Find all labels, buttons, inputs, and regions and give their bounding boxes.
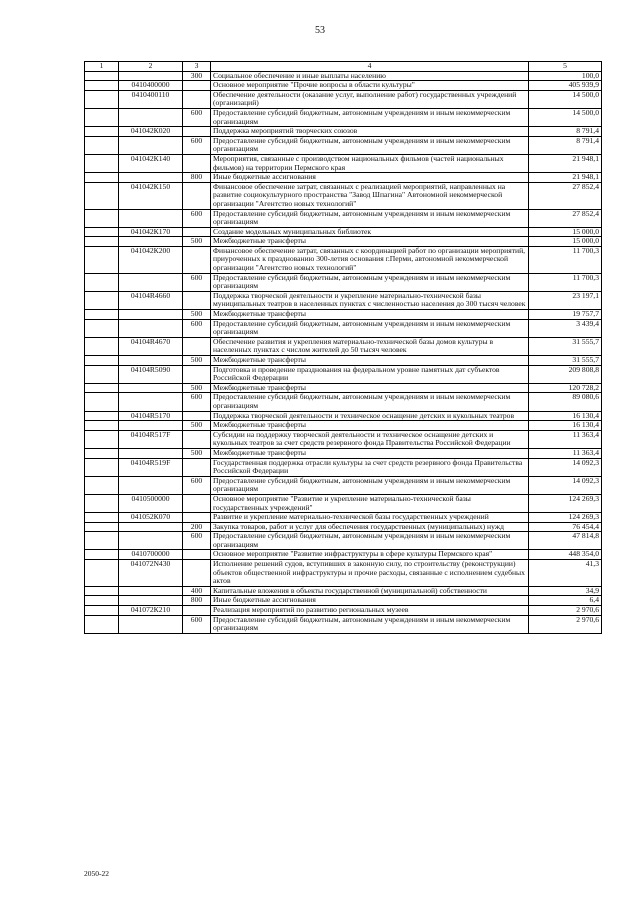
budget-table	[84, 61, 602, 634]
cell-target-code	[119, 319, 183, 337]
cell-expense-type	[183, 411, 211, 421]
cell-amount: 2 970,6	[529, 606, 602, 616]
cell-target-code	[119, 596, 183, 606]
cell-blank	[85, 383, 119, 393]
cell-amount: 14 500,0	[529, 108, 602, 126]
cell-blank	[85, 108, 119, 126]
table-row	[85, 182, 602, 209]
table-header-row	[85, 62, 602, 72]
cell-blank	[85, 81, 119, 91]
cell-blank	[85, 127, 119, 137]
cell-expense-type: 600	[183, 615, 211, 633]
column-header: 4	[211, 62, 529, 72]
cell-blank	[85, 337, 119, 355]
cell-blank	[85, 513, 119, 523]
cell-amount: 21 948,1	[529, 154, 602, 172]
cell-blank	[85, 319, 119, 337]
cell-expense-type	[183, 182, 211, 209]
cell-item-name: Межбюджетные трансферты	[211, 383, 529, 393]
cell-expense-type: 600	[183, 393, 211, 411]
cell-item-name: Иные бюджетные ассигнования	[211, 596, 529, 606]
cell-amount: 41,3	[529, 560, 602, 587]
cell-expense-type: 600	[183, 108, 211, 126]
cell-target-code	[119, 71, 183, 81]
cell-item-name: Предоставление субсидий бюджетным, автономным учреждениям и иным некоммерческим организациям	[211, 319, 529, 337]
cell-amount: 89 080,6	[529, 393, 602, 411]
cell-expense-type: 600	[183, 209, 211, 227]
cell-amount: 76 454,4	[529, 522, 602, 532]
table-row	[85, 596, 602, 606]
cell-blank	[85, 136, 119, 154]
cell-item-name: Финансовое обеспечение затрат, связанных с реализацией мероприятий, направленных на развитие социокультурного пространства "Завод Шпагина" Автономной некоммерческой организации "Агентство новых технологий"	[211, 182, 529, 209]
table-row	[85, 560, 602, 587]
cell-blank	[85, 173, 119, 183]
cell-expense-type: 500	[183, 421, 211, 431]
cell-blank	[85, 209, 119, 227]
cell-expense-type	[183, 430, 211, 448]
cell-expense-type	[183, 550, 211, 560]
cell-item-name: Мероприятия, связанные с производством национальных фильмов (частей национальных фильмов) на территории Пермского края	[211, 154, 529, 172]
cell-amount: 31 555,7	[529, 356, 602, 366]
cell-amount: 209 808,8	[529, 365, 602, 383]
cell-target-code: 041042К140	[119, 154, 183, 172]
cell-target-code	[119, 522, 183, 532]
cell-target-code: 041072N430	[119, 560, 183, 587]
cell-target-code	[119, 586, 183, 596]
table-row	[85, 81, 602, 91]
cell-blank	[85, 586, 119, 596]
table-row	[85, 448, 602, 458]
cell-target-code	[119, 615, 183, 633]
cell-item-name: Капитальные вложения в объекты государственной (муниципальной) собственности	[211, 586, 529, 596]
cell-item-name: Предоставление субсидий бюджетным, автономным учреждениям и иным некоммерческим организациям	[211, 532, 529, 550]
cell-amount: 2 970,6	[529, 615, 602, 633]
cell-item-name: Реализация мероприятий по развитию региональных музеев	[211, 606, 529, 616]
cell-item-name: Обеспечение развития и укрепления материально-технической базы домов культуры в населенных пунктах с числом жителей до 50 тысяч человек	[211, 337, 529, 355]
table-row	[85, 615, 602, 633]
table-body	[85, 71, 602, 633]
cell-target-code: 04104R519F	[119, 458, 183, 476]
cell-expense-type	[183, 227, 211, 237]
cell-amount: 448 354,0	[529, 550, 602, 560]
table-row	[85, 246, 602, 273]
cell-expense-type: 600	[183, 532, 211, 550]
cell-expense-type: 500	[183, 448, 211, 458]
cell-expense-type: 800	[183, 173, 211, 183]
cell-item-name: Межбюджетные трансферты	[211, 237, 529, 247]
cell-blank	[85, 615, 119, 633]
cell-amount: 124 269,3	[529, 494, 602, 512]
cell-amount: 124 269,3	[529, 513, 602, 523]
table-row	[85, 273, 602, 291]
column-header: 1	[85, 62, 119, 72]
table-row	[85, 458, 602, 476]
cell-item-name: Межбюджетные трансферты	[211, 310, 529, 320]
table-row	[85, 532, 602, 550]
cell-item-name: Предоставление субсидий бюджетным, автономным учреждениям и иным некоммерческим организациям	[211, 136, 529, 154]
cell-blank	[85, 273, 119, 291]
document-code: 2050-22	[84, 869, 109, 878]
cell-amount: 11 700,3	[529, 273, 602, 291]
cell-blank	[85, 411, 119, 421]
cell-target-code	[119, 421, 183, 431]
cell-target-code: 04104R517F	[119, 430, 183, 448]
cell-amount: 34,9	[529, 586, 602, 596]
cell-item-name: Предоставление субсидий бюджетным, автономным учреждениям и иным некоммерческим организациям	[211, 393, 529, 411]
cell-target-code: 0410400000	[119, 81, 183, 91]
cell-target-code: 04104R5090	[119, 365, 183, 383]
cell-item-name: Поддержка мероприятий творческих союзов	[211, 127, 529, 137]
cell-target-code: 041042К170	[119, 227, 183, 237]
cell-blank	[85, 356, 119, 366]
cell-target-code	[119, 476, 183, 494]
cell-blank	[85, 421, 119, 431]
cell-expense-type: 400	[183, 586, 211, 596]
table-row	[85, 337, 602, 355]
cell-blank	[85, 550, 119, 560]
cell-target-code: 04104R4670	[119, 337, 183, 355]
cell-target-code: 041042К020	[119, 127, 183, 137]
cell-expense-type: 800	[183, 596, 211, 606]
cell-item-name: Предоставление субсидий бюджетным, автономным учреждениям и иным некоммерческим организациям	[211, 476, 529, 494]
table-row	[85, 522, 602, 532]
cell-item-name: Социальное обеспечение и иные выплаты населению	[211, 71, 529, 81]
cell-blank	[85, 237, 119, 247]
cell-item-name: Обеспечение деятельности (оказание услуг, выполнение работ) государственных учреждений (организаций)	[211, 90, 529, 108]
table-row	[85, 136, 602, 154]
cell-expense-type: 600	[183, 273, 211, 291]
cell-amount: 3 439,4	[529, 319, 602, 337]
column-header: 2	[119, 62, 183, 72]
cell-item-name: Предоставление субсидий бюджетным, автономным учреждениям и иным некоммерческим организациям	[211, 615, 529, 633]
cell-expense-type	[183, 458, 211, 476]
cell-expense-type: 500	[183, 383, 211, 393]
cell-amount: 16 130,4	[529, 411, 602, 421]
cell-amount: 11 363,4	[529, 430, 602, 448]
cell-blank	[85, 227, 119, 237]
table-row	[85, 393, 602, 411]
cell-target-code: 0410400110	[119, 90, 183, 108]
cell-blank	[85, 560, 119, 587]
table-row	[85, 606, 602, 616]
cell-item-name: Развитие и укрепление материально-технической базы государственных учреждений	[211, 513, 529, 523]
cell-target-code	[119, 173, 183, 183]
cell-target-code: 04104R5170	[119, 411, 183, 421]
cell-amount: 100,0	[529, 71, 602, 81]
cell-target-code	[119, 310, 183, 320]
cell-blank	[85, 522, 119, 532]
cell-expense-type	[183, 494, 211, 512]
table-row	[85, 421, 602, 431]
table-row	[85, 154, 602, 172]
cell-blank	[85, 476, 119, 494]
cell-item-name: Основное мероприятие "Развитие инфраструктуры в сфере культуры Пермского края"	[211, 550, 529, 560]
cell-item-name: Иные бюджетные ассигнования	[211, 173, 529, 183]
cell-expense-type: 600	[183, 319, 211, 337]
cell-expense-type	[183, 365, 211, 383]
cell-expense-type	[183, 560, 211, 587]
cell-blank	[85, 448, 119, 458]
cell-item-name: Исполнение решений судов, вступивших в законную силу, по строительству (реконструкции) объектов общественной инфраструктуры и прочие расходы, связанные с исполнением судебных актов	[211, 560, 529, 587]
cell-blank	[85, 596, 119, 606]
cell-blank	[85, 430, 119, 448]
cell-blank	[85, 291, 119, 309]
table-row	[85, 71, 602, 81]
cell-amount: 15 000,0	[529, 227, 602, 237]
cell-target-code: 041042К200	[119, 246, 183, 273]
table-row	[85, 237, 602, 247]
cell-item-name: Межбюджетные трансферты	[211, 421, 529, 431]
cell-item-name: Финансовое обеспечение затрат, связанных с координацией работ по организации мероприятий, приуроченных к празднованию 300-летия основания г.Перми, автономной некоммерческой организации "Агентство новых технологий"	[211, 246, 529, 273]
table-row	[85, 586, 602, 596]
cell-target-code	[119, 393, 183, 411]
cell-item-name: Межбюджетные трансферты	[211, 356, 529, 366]
cell-blank	[85, 393, 119, 411]
table-row	[85, 383, 602, 393]
cell-amount: 15 000,0	[529, 237, 602, 247]
cell-expense-type: 200	[183, 522, 211, 532]
table-row	[85, 127, 602, 137]
cell-amount: 6,4	[529, 596, 602, 606]
cell-amount: 11 363,4	[529, 448, 602, 458]
cell-target-code: 04104R4660	[119, 291, 183, 309]
column-header: 5	[529, 62, 602, 72]
cell-item-name: Предоставление субсидий бюджетным, автономным учреждениям и иным некоммерческим организациям	[211, 108, 529, 126]
cell-blank	[85, 71, 119, 81]
cell-expense-type	[183, 90, 211, 108]
cell-amount: 405 939,9	[529, 81, 602, 91]
table-row	[85, 90, 602, 108]
cell-amount: 23 197,1	[529, 291, 602, 309]
cell-amount: 47 814,8	[529, 532, 602, 550]
cell-item-name: Предоставление субсидий бюджетным, автономным учреждениям и иным некоммерческим организациям	[211, 209, 529, 227]
cell-expense-type: 600	[183, 136, 211, 154]
cell-expense-type	[183, 81, 211, 91]
table-row	[85, 494, 602, 512]
cell-amount: 27 852,4	[529, 209, 602, 227]
table-row	[85, 365, 602, 383]
cell-blank	[85, 494, 119, 512]
cell-target-code	[119, 273, 183, 291]
cell-expense-type	[183, 154, 211, 172]
table-row	[85, 173, 602, 183]
cell-target-code	[119, 383, 183, 393]
cell-blank	[85, 606, 119, 616]
cell-expense-type: 500	[183, 237, 211, 247]
cell-item-name: Предоставление субсидий бюджетным, автономным учреждениям и иным некоммерческим организациям	[211, 273, 529, 291]
cell-target-code: 0410700000	[119, 550, 183, 560]
cell-expense-type	[183, 291, 211, 309]
cell-amount: 8 791,4	[529, 127, 602, 137]
cell-item-name: Государственная поддержка отрасли культуры за счет средств резервного фонда Правительства Российской Федерации	[211, 458, 529, 476]
cell-target-code	[119, 209, 183, 227]
cell-amount: 120 728,2	[529, 383, 602, 393]
table-row	[85, 356, 602, 366]
page-number: 53	[315, 25, 325, 36]
table-row	[85, 411, 602, 421]
cell-item-name: Межбюджетные трансферты	[211, 448, 529, 458]
cell-blank	[85, 310, 119, 320]
table-row	[85, 310, 602, 320]
cell-expense-type	[183, 513, 211, 523]
cell-amount: 14 092,3	[529, 476, 602, 494]
cell-expense-type	[183, 606, 211, 616]
cell-target-code: 041052К070	[119, 513, 183, 523]
cell-target-code: 0410500000	[119, 494, 183, 512]
cell-expense-type: 500	[183, 310, 211, 320]
cell-amount: 31 555,7	[529, 337, 602, 355]
table-row	[85, 550, 602, 560]
cell-blank	[85, 365, 119, 383]
cell-target-code	[119, 448, 183, 458]
cell-expense-type	[183, 127, 211, 137]
cell-expense-type: 300	[183, 71, 211, 81]
cell-amount: 27 852,4	[529, 182, 602, 209]
cell-target-code	[119, 237, 183, 247]
cell-expense-type: 600	[183, 476, 211, 494]
cell-amount: 8 791,4	[529, 136, 602, 154]
cell-target-code: 041042К150	[119, 182, 183, 209]
cell-target-code	[119, 532, 183, 550]
cell-item-name: Основное мероприятие "Развитие и укрепление материально-технической базы государственных учреждений"	[211, 494, 529, 512]
table-row	[85, 513, 602, 523]
cell-amount: 21 948,1	[529, 173, 602, 183]
cell-blank	[85, 532, 119, 550]
cell-target-code	[119, 136, 183, 154]
cell-item-name: Закупка товаров, работ и услуг для обеспечения государственных (муниципальных) нужд	[211, 522, 529, 532]
cell-item-name: Субсидии на поддержку творческой деятельности и техническое оснащение детских и кукольных театров за счет средств резервного фонда Правительства Российской Федерации	[211, 430, 529, 448]
cell-item-name: Поддержка творческой деятельности и укрепление материально-технической базы муниципальных театров в населенных пунктах с численностью населения до 300 тысяч человек	[211, 291, 529, 309]
table-row	[85, 476, 602, 494]
table-row	[85, 291, 602, 309]
table-row	[85, 209, 602, 227]
cell-item-name: Основное мероприятие "Прочие вопросы в области культуры"	[211, 81, 529, 91]
cell-expense-type: 500	[183, 356, 211, 366]
cell-amount: 11 700,3	[529, 246, 602, 273]
cell-item-name: Поддержка творческой деятельности и техническое оснащение детских и кукольных театров	[211, 411, 529, 421]
cell-target-code	[119, 108, 183, 126]
cell-item-name: Подготовка и проведение празднования на федеральном уровне памятных дат субъектов Российской Федерации	[211, 365, 529, 383]
column-header: 3	[183, 62, 211, 72]
cell-blank	[85, 154, 119, 172]
table-row	[85, 319, 602, 337]
cell-expense-type	[183, 246, 211, 273]
cell-amount: 16 130,4	[529, 421, 602, 431]
cell-amount: 19 757,7	[529, 310, 602, 320]
cell-item-name: Создание модельных муниципальных библиотек	[211, 227, 529, 237]
cell-target-code: 041072К210	[119, 606, 183, 616]
cell-blank	[85, 246, 119, 273]
cell-amount: 14 500,0	[529, 90, 602, 108]
table-row	[85, 430, 602, 448]
cell-amount: 14 092,3	[529, 458, 602, 476]
cell-target-code	[119, 356, 183, 366]
table-row	[85, 227, 602, 237]
cell-expense-type	[183, 337, 211, 355]
cell-blank	[85, 182, 119, 209]
cell-blank	[85, 458, 119, 476]
cell-blank	[85, 90, 119, 108]
table-row	[85, 108, 602, 126]
